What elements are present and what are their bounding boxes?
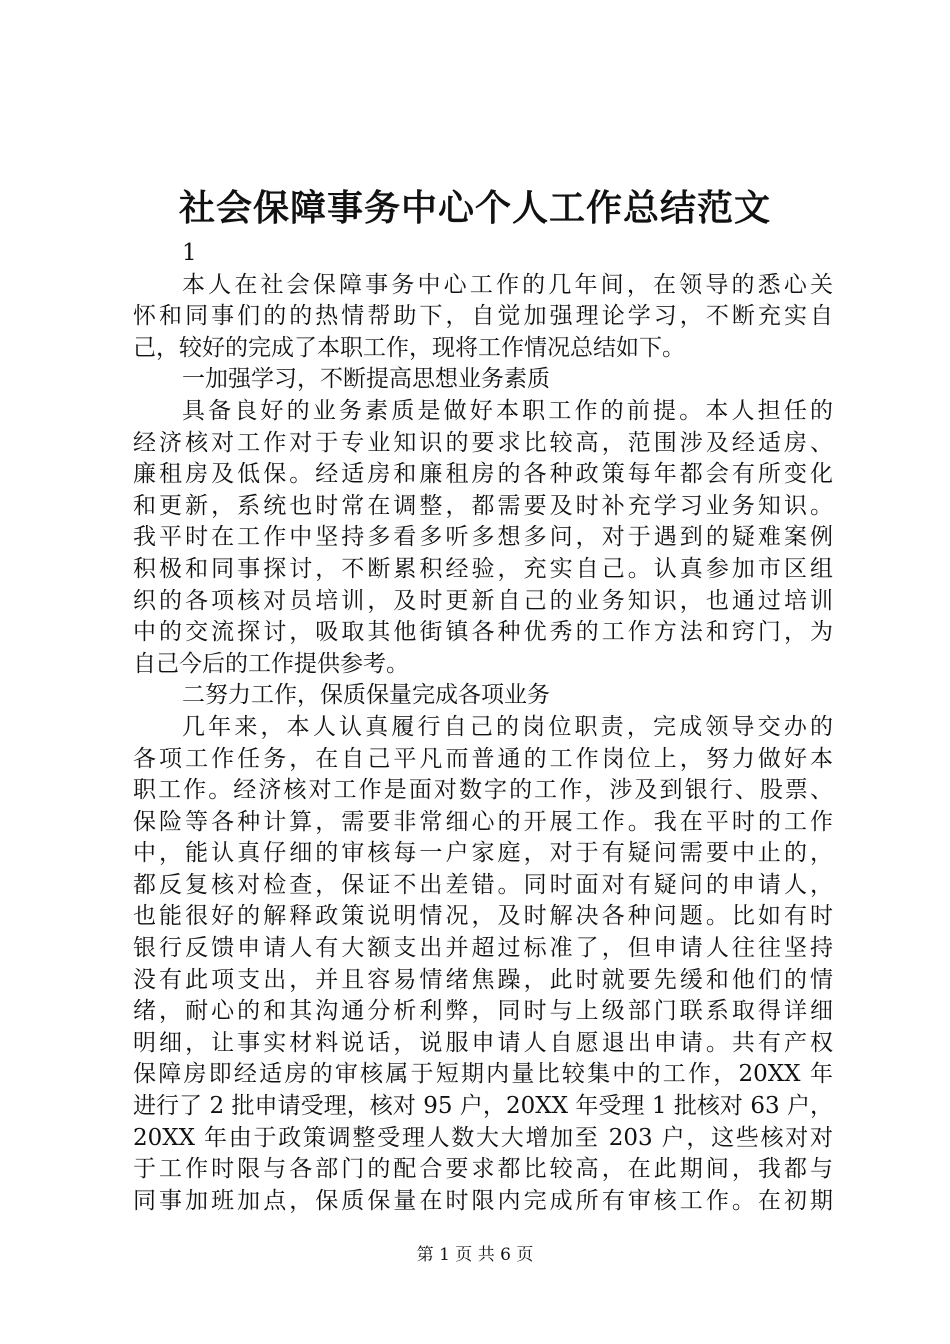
text-line: 绪，耐心的和其沟通分析利弊，同时与上级部门联系取得详细 (133, 998, 833, 1025)
text-line: 自己今后的工作提供参考。 (133, 650, 409, 677)
text-line: 己，较好的完成了本职工作，现将工作情况总结如下。 (133, 334, 685, 361)
page-footer: 第 1 页 共 6 页 (416, 1245, 534, 1265)
text-line: 保障房即经适房的审核属于短期内量比较集中的工作，20XX 年 (133, 1061, 833, 1088)
text-line: 几年来，本人认真履行自己的岗位职责，完成领导交办的 (182, 713, 833, 740)
text-line: 也能很好的解释政策说明情况，及时解决各种问题。比如有时 (133, 903, 833, 930)
text-line: 没有此项支出，并且容易情绪焦躁，此时就要先缓和他们的情 (133, 966, 833, 993)
section-heading: 二努力工作，保质保量完成各项业务 (182, 682, 550, 709)
text-line: 20XX 年由于政策调整受理人数大大增加至 203 户，这些核对对 (133, 1124, 833, 1151)
text-line: 进行了 2 批申请受理，核对 95 户，20XX 年受理 1 批核对 63 户， (133, 1093, 833, 1120)
section-heading: 一加强学习，不断提高思想业务素质 (182, 366, 550, 393)
document-title: 社会保障事务中心个人工作总结范文 (178, 187, 771, 229)
text-line: 经济核对工作对于专业知识的要求比较高，范围涉及经适房、 (133, 429, 833, 456)
text-line: 都反复核对检查，保证不出差错。同时面对有疑问的申请人， (133, 871, 833, 898)
paragraph-number: 1 (182, 240, 197, 266)
text-line: 织的各项核对员培训，及时更新自己的业务知识，也通过培训 (133, 587, 833, 614)
text-line: 职工作。经济核对工作是面对数字的工作，涉及到银行、股票、 (133, 777, 833, 804)
document-body (133, 238, 833, 1217)
text-line: 保险等各种计算，需要非常细心的开展工作。我在平时的工作 (133, 808, 833, 835)
text-line: 我平时在工作中坚持多看多听多想多问，对于遇到的疑难案例 (133, 524, 833, 551)
text-line: 怀和同事们的的热情帮助下，自觉加强理论学习，不断充实自 (133, 303, 833, 330)
text-line: 于工作时限与各部门的配合要求都比较高，在此期间，我都与 (133, 1156, 833, 1183)
text-line: 具备良好的业务素质是做好本职工作的前提。本人担任的 (182, 397, 833, 424)
text-line: 和更新，系统也时常在调整，都需要及时补充学习业务知识。 (133, 492, 833, 519)
text-line: 银行反馈申请人有大额支出并超过标准了，但申请人往往坚持 (133, 935, 833, 962)
text-line: 中的交流探讨，吸取其他街镇各种优秀的工作方法和窍门，为 (133, 619, 833, 646)
text-line: 明细，让事实材料说话，说服申请人自愿退出申请。共有产权 (133, 1029, 833, 1056)
text-line: 各项工作任务，在自己平凡而普通的工作岗位上，努力做好本 (133, 745, 833, 772)
text-line: 廉租房及低保。经适房和廉租房的各种政策每年都会有所变化 (133, 461, 833, 488)
text-line: 积极和同事探讨，不断累积经验，充实自己。认真参加市区组 (133, 555, 833, 582)
text-line: 中，能认真仔细的审核每一户家庭，对于有疑问需要中止的， (133, 840, 833, 867)
text-line: 本人在社会保障事务中心工作的几年间，在领导的悉心关 (182, 271, 833, 298)
text-line: 同事加班加点，保质保量在时限内完成所有审核工作。在初期 (133, 1187, 833, 1214)
